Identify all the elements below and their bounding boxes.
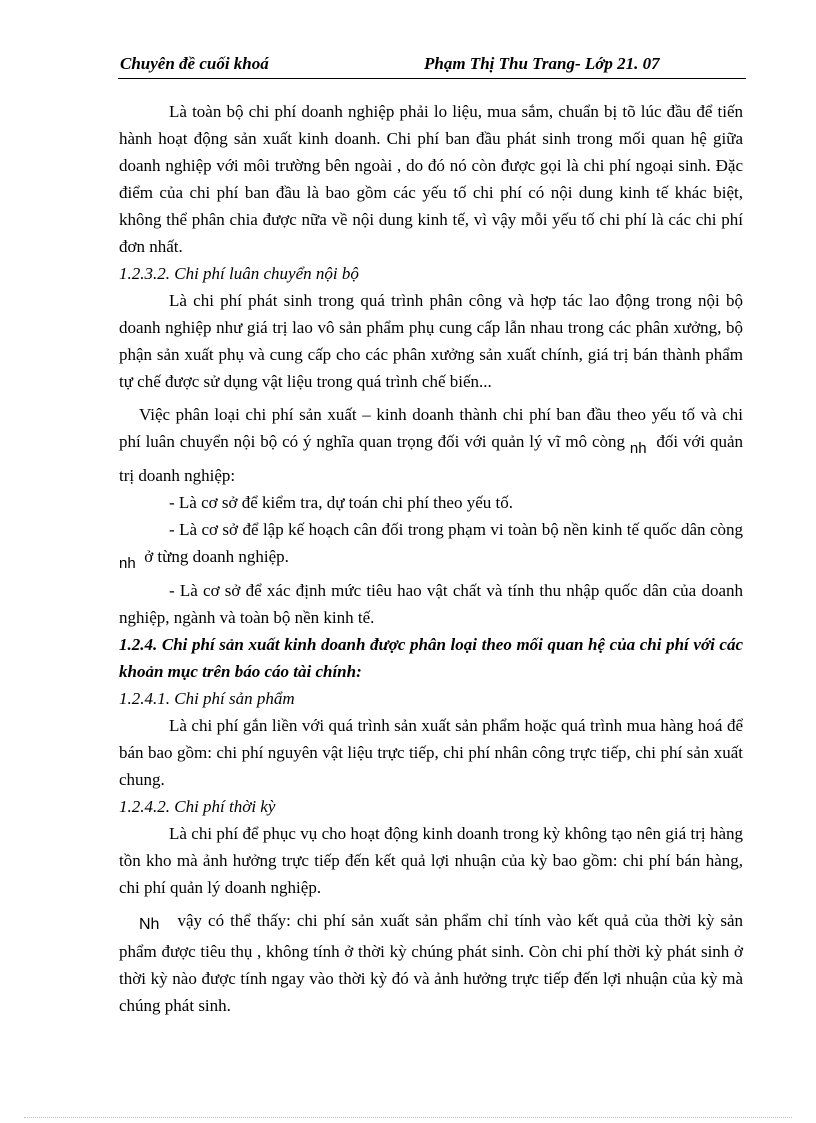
paragraph-text: ở từng doanh nghiệp. bbox=[144, 547, 289, 566]
footer-divider bbox=[24, 1117, 792, 1118]
bullet-item-3: - Là cơ sở để xác định mức tiêu hao vật chất và tính thu nhập quốc dân của doanh nghiệp, ngành và toàn bộ nền kinh tế. bbox=[119, 581, 743, 627]
paragraph-text: - Là cơ sở để lập kế hoạch cân đối trong phạm vi toàn bộ nền kinh tế quốc dân còng bbox=[169, 520, 743, 539]
paragraph-period-costs: Là chi phí để phục vụ cho hoạt động kinh doanh trong kỳ không tạo nên giá trị hàng tồn kho mà ảnh hưởng trực tiếp đến kết quả lợi nhuận của kỳ bao gồm: chi phí bán hàng, chi phí quản lý doanh nghiệp. bbox=[119, 824, 743, 897]
document-body bbox=[119, 98, 743, 1019]
bullet-item-2 bbox=[119, 516, 743, 577]
paragraph-text: Việc phân loại chi phí sản xuất – kinh doanh thành chi phí ban đầu theo yếu tố và chi phí luân chuyển nội bộ có ý nghĩa quan trọng đối với quản lý vĩ mô còng bbox=[119, 405, 743, 451]
bullet-item-1: - Là cơ sở để kiểm tra, dự toán chi phí theo yếu tố. bbox=[169, 493, 513, 512]
subscript-fragment: nh bbox=[119, 555, 136, 572]
header-right-author: Phạm Thị Thu Trang- Lớp 21. 07 bbox=[424, 54, 660, 73]
page-header bbox=[118, 52, 746, 79]
paragraph-classification-meaning bbox=[119, 401, 743, 489]
subscript-fragment: nh bbox=[629, 440, 647, 457]
paragraph-conclusion bbox=[119, 907, 743, 1019]
paragraph-internal-costs: Là chi phí phát sinh trong quá trình phân công và hợp tác lao động trong nội bộ doanh nghiệp như giá trị lao vô sản phẩm phụ cung cấp lẫn nhau trong các phân xưởng, bộ phận sản xuất phụ và cung cấp cho các phân xưởng sản xuất chính, giá trị bán thành phẩm tự chế được sử dụng vật liệu trong quá trình chế biến... bbox=[119, 291, 743, 391]
header-left-title: Chuyên đề cuối khoá bbox=[120, 54, 269, 73]
paragraph-text: đối với quản trị doanh nghiệp: bbox=[119, 432, 744, 485]
paragraph-text: vậy có thể thấy: chi phí sản xuất sản phẩm chỉ tính vào kết quả của thời kỳ sản phẩm được tiêu thụ , không tính ở thời kỳ chúng phát sinh. Còn chi phí thời kỳ phát sinh ở thời kỳ nào được tính ngay vào thời kỳ đó và ảnh hưởng trực tiếp đến lợi nhuận của kỳ mà chúng phát sinh. bbox=[119, 911, 744, 1015]
paragraph-initial-costs: Là toàn bộ chi phí doanh nghiệp phải lo liệu, mua sắm, chuẩn bị tõ lúc đầu để tiến hành hoạt động sản xuất kinh doanh. Chi phí ban đầu phát sinh trong mối quan hệ giữa doanh nghiệp với môi trường bên ngoài , do đó nó còn được gọi là chi phí ngoại sinh. Đặc điểm của chi phí ban đầu là bao gồm các yếu tố chi phí có nội dung kinh tế khác biệt, không thể phân chia được nữa về nội dung kinh tế, vì vậy mỗi yếu tố chi phí là các chi phí đơn nhất. bbox=[119, 102, 743, 256]
subheading-1-2-4-1: 1.2.4.1. Chi phí sản phẩm bbox=[119, 689, 295, 708]
subheading-1-2-4-2: 1.2.4.2. Chi phí thời kỳ bbox=[119, 797, 276, 816]
subheading-1-2-3-2: 1.2.3.2. Chi phí luân chuyển nội bộ bbox=[119, 264, 359, 283]
paragraph-product-costs: Là chi phí gắn liền với quá trình sản xuất sản phẩm hoặc quá trình mua hàng hoá để bán bao gồm: chi phí nguyên vật liệu trực tiếp, chi phí nhân công trực tiếp, chi phí sản xuất chung. bbox=[119, 716, 743, 789]
section-heading-1-2-4: 1.2.4. Chi phí sản xuất kinh doanh được phân loại theo mối quan hệ của chi phí với các khoản mục trên báo cáo tài chính: bbox=[119, 635, 743, 681]
lead-fragment: Nh bbox=[139, 916, 160, 933]
